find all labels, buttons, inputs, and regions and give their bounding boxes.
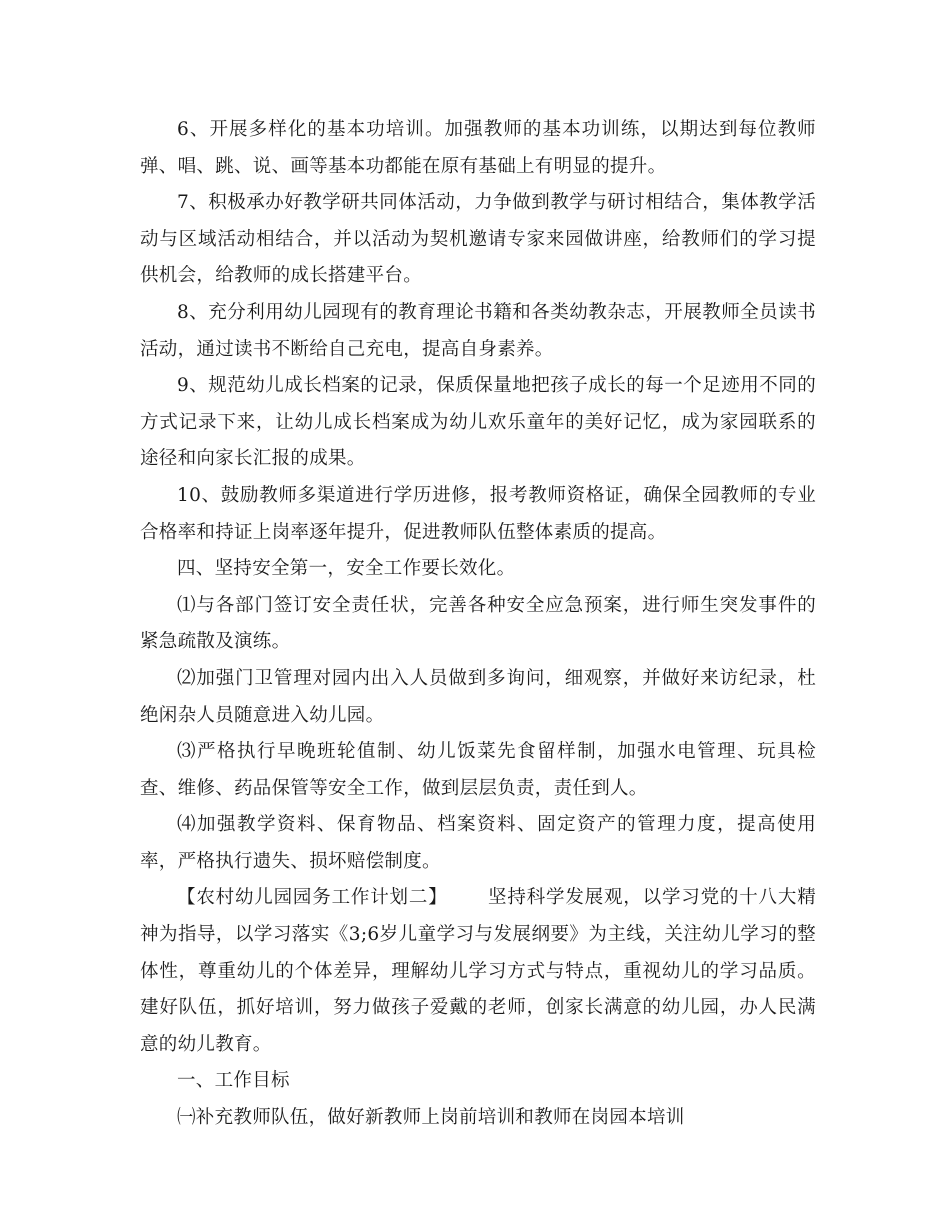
document-body [140, 112, 816, 1137]
safety-item-3: ⑶严格执行早晚班轮值制、幼儿饭菜先食留样制，加强水电管理、玩具检查、维修、药品保管等安全工作，做到层层负责，责任到人。 [140, 741, 816, 799]
safety-item-1: ⑴与各部门签订安全责任状，完善各种安全应急预案，进行师生突发事件的紧急疏散及演练。 [140, 594, 816, 653]
safety-item-2: ⑵加强门卫管理对园内出入人员做到多询问，细观察，并做好来访纪录，杜绝闲杂人员随意进入幼儿园。 [140, 667, 816, 726]
paragraph-item-9: 9、规范幼儿成长档案的记录，保质保量地把孩子成长的每一个足迹用不同的方式记录下来，让幼儿成长档案成为幼儿欢乐童年的美好记忆，成为家园联系的途径和向家长汇报的成果。 [140, 375, 816, 470]
section-heading-goals: 一、工作目标 [177, 1070, 290, 1092]
plan-two-heading: 【农村幼儿园园务工作计划二】 [177, 887, 448, 909]
paragraph-item-10: 10、鼓励教师多渠道进行学历进修，报考教师资格证，确保全园教师的专业合格率和持证上岗率逐年提升，促进教师队伍整体素质的提高。 [140, 484, 816, 543]
safety-item-4: ⑷加强教学资料、保育物品、档案资料、固定资产的管理力度，提高使用率，严格执行遗失、损坏赔偿制度。 [140, 814, 816, 872]
paragraph-item-8: 8、充分利用幼儿园现有的教育理论书籍和各类幼教杂志，开展教师全员读书活动，通过读书不断给自己充电，提高自身素养。 [140, 301, 816, 360]
plan-two-intro [140, 880, 816, 1063]
paragraph-item-7: 7、积极承办好教学研共同体活动，力争做到教学与研讨相结合，集体教学活动与区域活动相结合，并以活动为契机邀请专家来园做讲座，给教师们的学习提供机会，给教师的成长搭建平台。 [140, 192, 816, 287]
paragraph-item-6: 6、开展多样化的基本功培训。加强教师的基本功训练，以期达到每位教师弹、唱、跳、说、画等基本功都能在原有基础上有明显的提升。 [140, 119, 816, 177]
goal-item-1: ㈠补充教师队伍，做好新教师上岗前培训和教师在岗园本培训 [177, 1107, 685, 1129]
section-heading-safety: 四、坚持安全第一，安全工作要长效化。 [177, 558, 516, 580]
plan-two-intro-text: 坚持科学发展观，以学习党的十八大精神为指导，以学习落实《3;6岁儿童学习与发展纲要》为主线，关注幼儿学习的整体性，尊重幼儿的个体差异，理解幼儿学习方式与特点，重视幼儿的学习品质。建好队伍，抓好培训，努力做孩子爱戴的老师，创家长满意的幼儿园，办人民满意的幼儿教育。 [140, 887, 816, 1055]
